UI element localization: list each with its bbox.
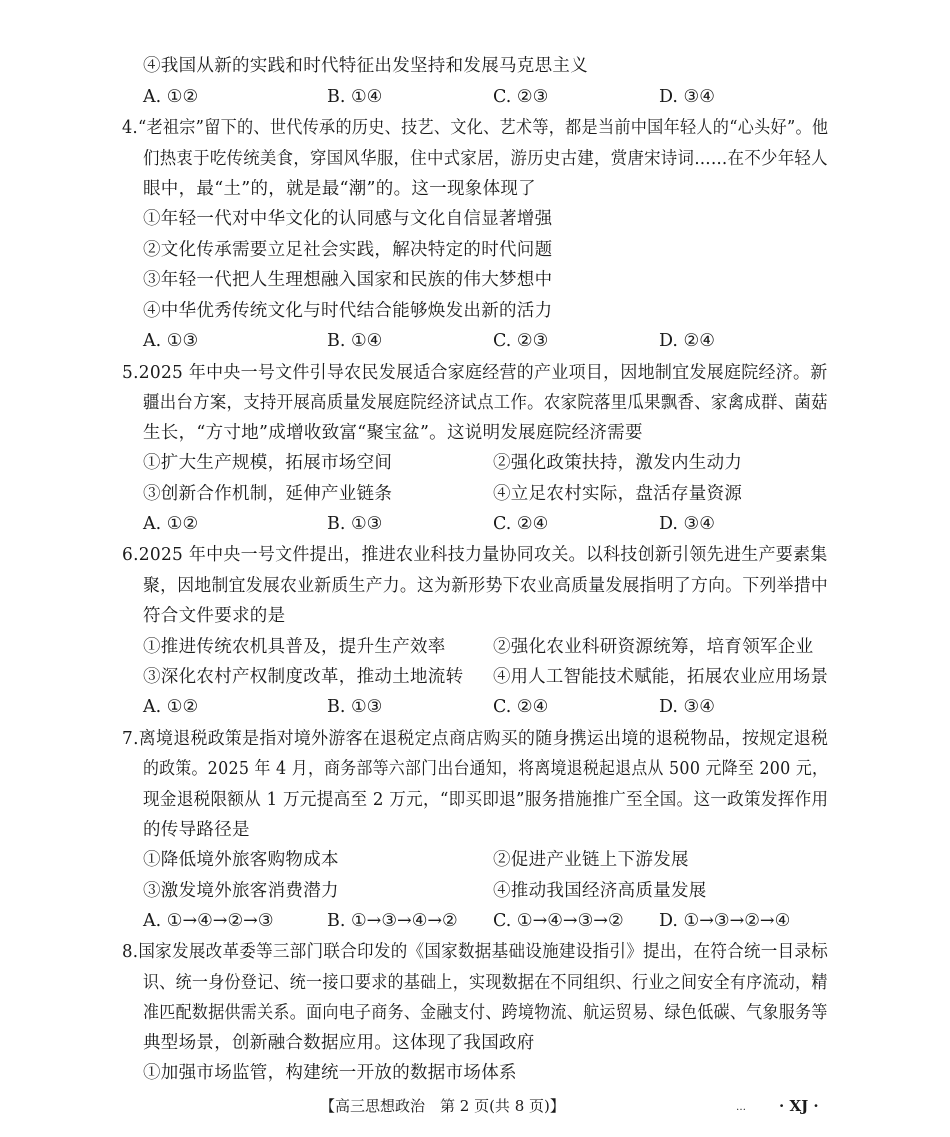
q4-item-4: ④中华优秀传统文化与时代结合能够焕发出新的活力 xyxy=(143,301,553,321)
q3-item-4: ④我国从新的实践和时代特征出发坚持和发展马克思主义 xyxy=(143,56,588,76)
q7-option-a: A. ①→④→②→③ xyxy=(143,911,274,931)
q4-option-a: A. ①③ xyxy=(143,331,199,351)
q7-stem-line-2: 的政策。2025 年 4 月，商务部等六部门出台通知，将离境退税起退点从 500 元降至 200 元， xyxy=(143,759,829,779)
q5-option-a: A. ①② xyxy=(143,514,199,534)
q8-stem-line-3: 准匹配数据供需关系。面向电子商务、金融支付、跨境物流、航运贸易、绿色低碳、气象服务等 xyxy=(143,1003,828,1023)
q6-item-4: ④用人工智能技术赋能，拓展农业应用场景 xyxy=(493,667,829,687)
q4-stem-line-3: 眼中，最“土”的，就是最“潮”的。这一现象体现了 xyxy=(143,179,536,199)
q3-option-d: D. ③④ xyxy=(659,87,715,107)
q5-item-3: ③创新合作机制，延伸产业链条 xyxy=(143,484,393,504)
q7-item-2: ②促进产业链上下游发展 xyxy=(493,850,689,870)
q4-item-2: ②文化传承需要立足社会实践，解决特定的时代问题 xyxy=(143,240,553,260)
q6-item-1: ①推进传统农机具普及，提升生产效率 xyxy=(143,637,446,657)
q3-option-c: C. ②③ xyxy=(493,87,549,107)
q7-stem-line-4: 的传导路径是 xyxy=(143,820,250,840)
q8-stem-line-2: 识、统一身份登记、统一接口要求的基础上，实现数据在不同组织、行业之间安全有序流动，精 xyxy=(143,973,828,993)
q4-item-3: ③年轻一代把人生理想融入国家和民族的伟大梦想中 xyxy=(143,270,553,290)
q7-item-4: ④推动我国经济高质量发展 xyxy=(493,881,707,901)
q3-option-b: B. ①④ xyxy=(327,87,383,107)
q6-stem-line-3: 符合文件要求的是 xyxy=(143,606,286,626)
q5-stem-line-2: 疆出台方案，支持开展高质量发展庭院经济试点工作。农家院落里瓜果飘香、家禽成群、菌菇 xyxy=(143,393,828,413)
q7-item-3: ③激发境外旅客消费潜力 xyxy=(143,881,339,901)
q7-option-c: C. ①→④→③→② xyxy=(493,911,624,931)
footer-page-title: 【高三思想政治 第 2 页(共 8 页)】 xyxy=(320,1097,565,1115)
q8-item-1: ①加强市场监管，构建统一开放的数据市场体系 xyxy=(143,1063,517,1083)
q7-option-d: D. ①→③→②→④ xyxy=(659,911,791,931)
q5-stem-line-1: 5.2025 年中央一号文件引导农民发展适合家庭经营的产业项目，因地制宜发展庭院经济。新 xyxy=(122,363,828,383)
q8-stem-line-1: 8.国家发展改革委等三部门联合印发的《国家数据基础设施建设指引》提出，在符合统一目录标 xyxy=(122,942,829,962)
q5-item-1: ①扩大生产规模，拓展市场空间 xyxy=(143,453,393,473)
q5-stem-line-3: 生长，“方寸地”成增收致富“聚宝盆”。这说明发展庭院经济需要 xyxy=(143,423,643,443)
q6-item-2: ②强化农业科研资源统筹，培育领军企业 xyxy=(493,637,814,657)
q8-stem-line-4: 典型场景，创新融合数据应用。这体现了我国政府 xyxy=(143,1033,535,1053)
q6-stem-line-1: 6.2025 年中央一号文件提出，推进农业科技力量协同攻关。以科技创新引领先进生产要素集 xyxy=(122,545,828,565)
q6-option-c: C. ②④ xyxy=(493,697,549,717)
q4-stem-line-2: 们热衷于吃传统美食，穿国风华服，住中式家居，游历史古建，赏唐宋诗词……在不少年轻人 xyxy=(143,149,828,169)
q6-option-a: A. ①② xyxy=(143,697,199,717)
q5-item-4: ④立足农村实际，盘活存量资源 xyxy=(493,484,743,504)
q4-option-c: C. ②③ xyxy=(493,331,549,351)
q5-option-c: C. ②④ xyxy=(493,514,549,534)
q4-option-b: B. ①④ xyxy=(327,331,383,351)
q4-option-d: D. ②④ xyxy=(659,331,715,351)
q6-option-b: B. ①③ xyxy=(327,697,383,717)
footer-code: · XJ · xyxy=(779,1097,819,1115)
q7-item-1: ①降低境外旅客购物成本 xyxy=(143,850,339,870)
q4-stem-line-1: 4.“老祖宗”留下的、世代传承的历史、技艺、文化、艺术等，都是当前中国年轻人的“心头好”。他 xyxy=(122,118,829,138)
q3-option-a: A. ①② xyxy=(143,87,199,107)
q5-option-d: D. ③④ xyxy=(659,514,715,534)
page-footer xyxy=(0,1094,950,1118)
q6-stem-line-2: 聚，因地制宜发展农业新质生产力。这为新形势下农业高质量发展指明了方向。下列举措中 xyxy=(143,576,829,596)
q7-option-b: B. ①→③→④→② xyxy=(327,911,458,931)
q7-stem-line-1: 7.离境退税政策是指对境外游客在退税定点商店购买的随身携运出境的退税物品，按规定退税 xyxy=(122,729,829,749)
q6-option-d: D. ③④ xyxy=(659,697,715,717)
footer-dots: … xyxy=(736,1102,746,1113)
q5-item-2: ②强化政策扶持，激发内生动力 xyxy=(493,453,743,473)
q4-item-1: ①年轻一代对中华文化的认同感与文化自信显著增强 xyxy=(143,209,553,229)
q6-item-3: ③深化农村产权制度改革，推动土地流转 xyxy=(143,667,464,687)
q5-option-b: B. ①③ xyxy=(327,514,383,534)
q7-stem-line-3: 现金退税限额从 1 万元提高至 2 万元，“即买即退”服务措施推广至全国。这一政策发挥作用 xyxy=(143,790,829,810)
